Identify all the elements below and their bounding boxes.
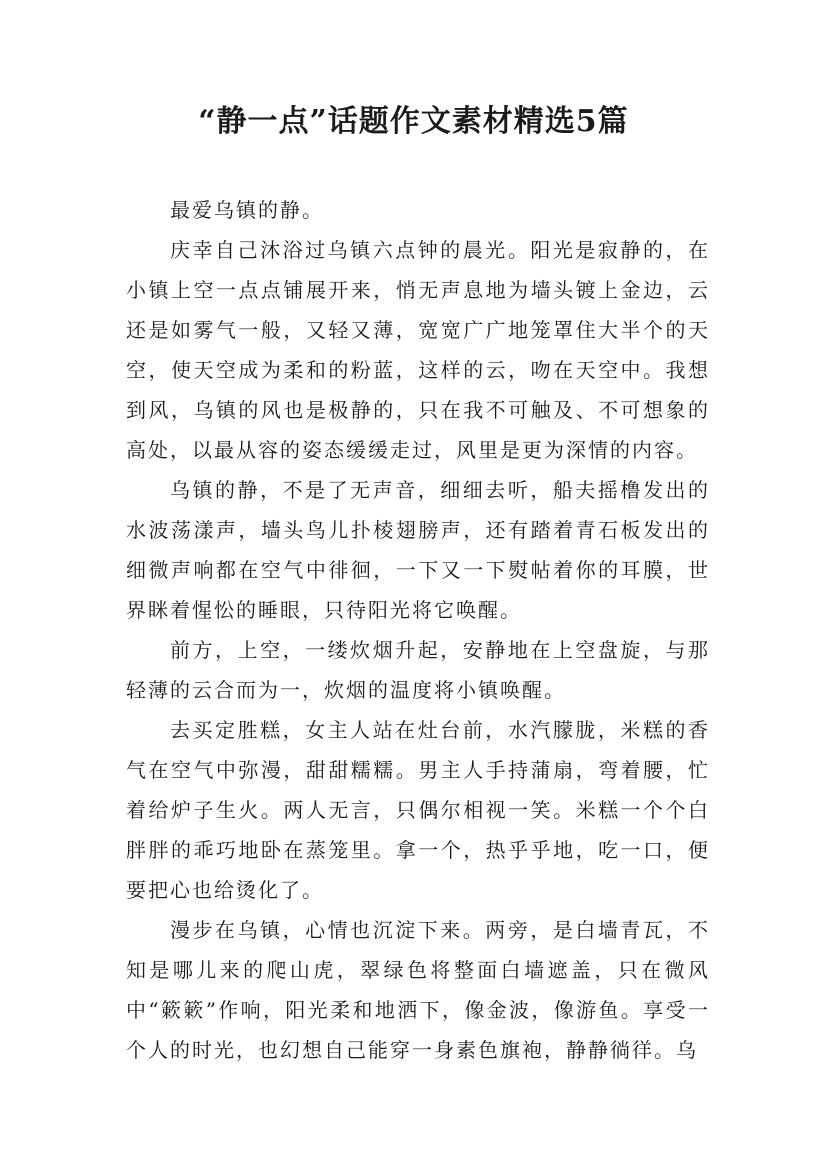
document-title: “静一点”话题作文素材精选5篇: [198, 104, 629, 139]
document-body: [126, 190, 710, 1070]
paragraph: 漫步在乌镇，心情也沉淀下来。两旁，是白墙青瓦，不知是哪儿来的爬山虎，翠绿色将整面白墙遮盖，只在微风中“簌簌”作响，阳光柔和地洒下，像金波，像游鱼。享受一个人的时光，也幻想自己能穿一身素色旗袍，静静徜徉。乌: [126, 918, 710, 1062]
paragraph: 去买定胜糕，女主人站在灶台前，水汽朦胧，米糕的香气在空气中弥漫，甜甜糯糯。男主人手持蒲扇，弯着腰，忙着给炉子生火。两人无言，只偶尔相视一笑。米糕一个个白胖胖的乖巧地卧在蒸笼里。拿一个，热乎乎地，吃一口，便要把心也给烫化了。: [126, 718, 710, 902]
paragraph: 庆幸自己沐浴过乌镇六点钟的晨光。阳光是寂静的，在小镇上空一点点铺展开来，悄无声息地为墙头镀上金边，云还是如雾气一般，又轻又薄，宽宽广广地笼罩住大半个的天空，使天空成为柔和的粉蓝，这样的云，吻在天空中。我想到风，乌镇的风也是极静的，只在我不可触及、不可想象的高处，以最从容的姿态缓缓走过，风里是更为深情的内容。: [126, 238, 710, 462]
paragraph: 最爱乌镇的静。: [170, 198, 324, 222]
paragraph: 前方，上空，一缕炊烟升起，安静地在上空盘旋，与那轻薄的云合而为一，炊烟的温度将小镇唤醒。: [126, 638, 710, 702]
paragraph: 乌镇的静，不是了无声音，细细去听，船夫摇橹发出的水波荡漾声，墙头鸟儿扑棱翅膀声，还有踏着青石板发出的细微声响都在空气中徘徊，一下又一下熨帖着你的耳膜，世界眯着惺忪的睡眼，只待阳光将它唤醒。: [126, 478, 710, 622]
